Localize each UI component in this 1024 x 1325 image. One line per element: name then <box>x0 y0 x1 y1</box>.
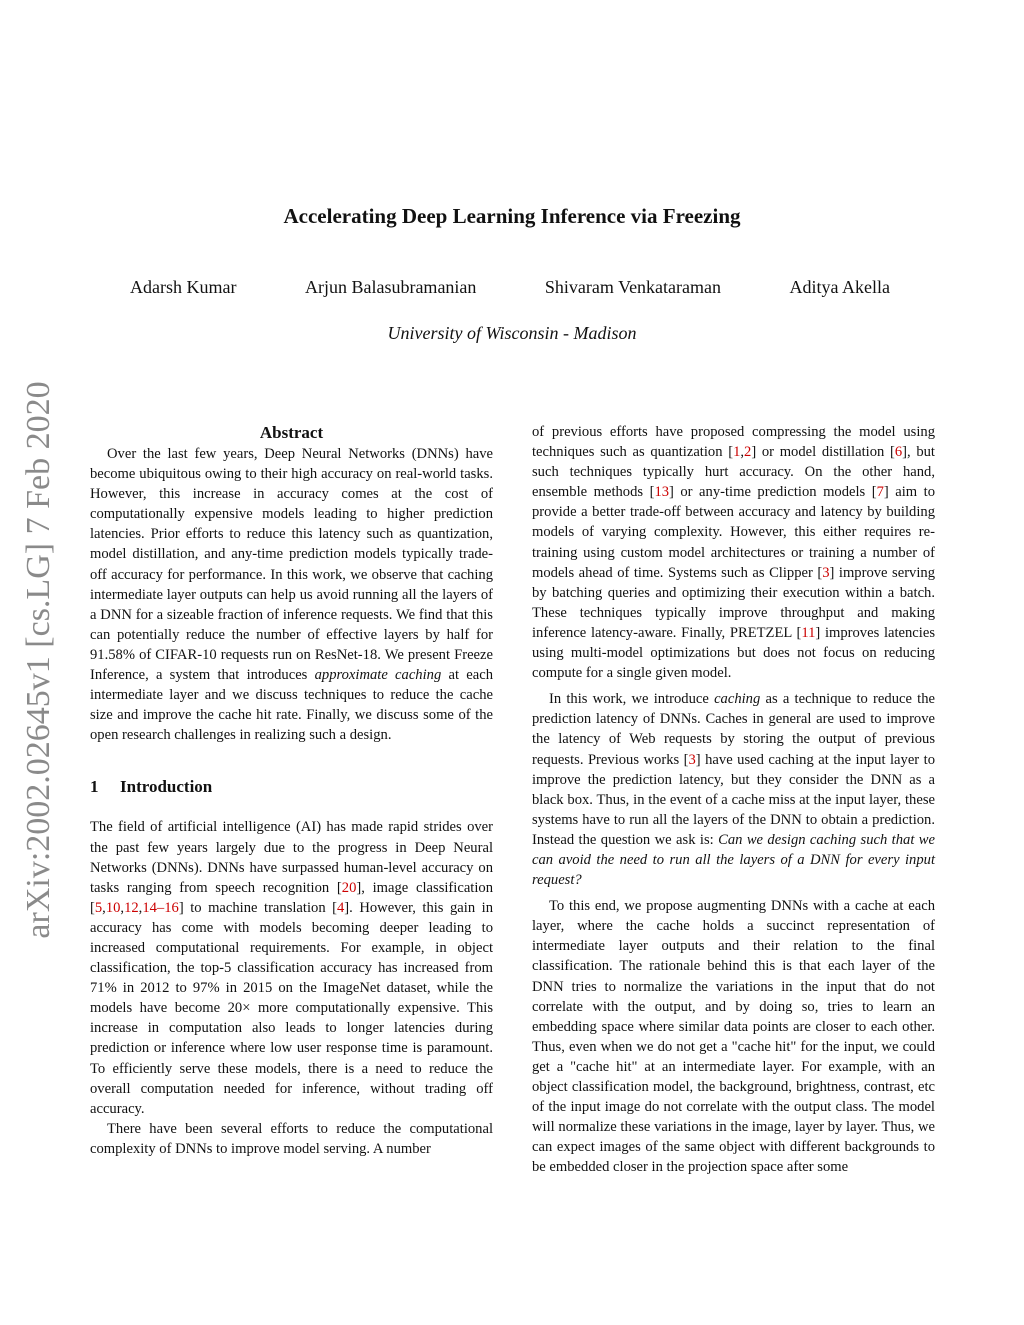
author: Arjun Balasubramanian <box>304 277 477 297</box>
body-paragraph: In this work, we introduce caching as a technique to reduce the prediction latency of DNNs. Caches in general are used to improve the latency of Web requests by storing the output of previous requests. Previous works [3] have used caching at the input layer to improve the prediction latency, but they consider the DNN as a black box. Thus, in the event of a cache miss at the input layer, these systems have to run all the layers of the DNN to obtain a prediction. Instead the question we ask is: Can we design caching such that we can avoid the need to run all the layers of a DNN for every input request? <box>532 691 935 889</box>
abstract-heading: Abstract <box>259 423 324 442</box>
section-heading-introduction <box>90 777 493 797</box>
paper-title: Accelerating Deep Learning Inference via Freezing <box>283 204 741 228</box>
author-list <box>130 277 890 298</box>
citation-link[interactable]: 3 <box>822 564 830 581</box>
citation-link[interactable]: 2 <box>744 444 752 461</box>
arxiv-stamp <box>14 360 64 960</box>
emphasis: caching <box>714 691 761 708</box>
citation-link[interactable]: 12 <box>124 899 139 916</box>
intro-paragraph: There have been several efforts to reduce the computational complexity of DNNs to improve model serving. A number <box>90 1120 493 1157</box>
left-column <box>90 422 493 1159</box>
abstract-paragraph: Over the last few years, Deep Neural Networks (DNNs) have become ubiquitous owing to their high accuracy on real-world tasks. However, this increase in accuracy comes at the cost of computationally expensive models leading to higher prediction latencies. Prior efforts to reduce this latency such as quantization, model distillation, and any-time prediction models typically trade-off accuracy for performance. In this work, we observe that caching intermediate layer outputs can help us avoid running all the layers of a DNN for a sizeable fraction of inference requests. We find that this can potentially reduce the number of effective layers by half for 91.58% of CIFAR-10 requests run on ResNet-18. We present Freeze Inference, a system that introduces approximate caching at each intermediate layer and we discuss techniques to reduce the cache size and improve the cache hit rate. Finally, we discuss some of the open research challenges in realizing such a design. <box>90 446 493 744</box>
citation-link[interactable]: 10 <box>105 899 121 916</box>
citation-link[interactable]: 11 <box>801 624 816 641</box>
body-paragraph: To this end, we propose augmenting DNNs with a cache at each layer, where the cache holds a succinct representation of intermediate layer outputs and their relation to the final classification. The rationale behind this is that each layer of the DNN tries to normalize the variations in the input that do not correlate with the output, and by doing so, tries to learn an embedding space where similar data points are closer to each other. Thus, even when we do not get a "cache hit" for the input, we could get a "cache hit" at an intermediate layer. For example, with an object classification model, the background, brightness, contrast, etc of the input image do not correlate with the output class. The model will normalize these variations in the image, layer by layer. Thus, we can expect images of the same object with different backgrounds to be embedded closer in the projection space after some <box>532 898 935 1176</box>
abstract-emphasis: approximate caching <box>314 667 442 684</box>
section-number: 1 <box>90 777 99 797</box>
citation-link[interactable]: 4 <box>337 899 345 916</box>
arxiv-stamp-text: arXiv:2002.02645v1 [cs.LG] 7 Feb 2020 <box>20 381 57 939</box>
section-title: Introduction <box>120 777 213 797</box>
citation-link[interactable]: 6 <box>894 444 903 461</box>
author: Adarsh Kumar <box>130 277 237 297</box>
citation-link[interactable]: 7 <box>876 484 884 501</box>
body-paragraph: of previous efforts have proposed compressing the model using techniques such as quantization [1,2] or model distillation [6], but such techniques typically hurt accuracy. On the other hand, ensemble methods [13] or any-time prediction models [7] aim to provide a better trade-off between accuracy and latency by building models of varying complexity. However, this either requires re-training using custom model architectures or training a number of models ahead of time. Systems such as Clipper [3] improve serving by batching queries and optimizing their execution within a batch. These techniques typically improve throughput and making inference latency-aware. Finally, PRETZEL [11] improves latencies using multi-model optimizations but does not focus on reducing compute for a single given model. <box>532 424 935 682</box>
citation-link[interactable]: 1 <box>733 444 741 461</box>
citation-link[interactable]: 14–16 <box>142 899 179 916</box>
author: Shivaram Venkataraman <box>544 277 722 297</box>
citation-link[interactable]: 3 <box>688 751 696 768</box>
right-column <box>532 422 935 1177</box>
research-question: Can we design caching such that we can avoid the need to run all the layers of a DNN for every input request? <box>532 831 935 889</box>
affiliation: University of Wisconsin - Madison <box>387 323 637 343</box>
citation-link[interactable]: 5 <box>94 899 103 916</box>
intro-paragraph: The field of artificial intelligence (AI) has made rapid strides over the past few years largely due to the progress in Deep Neural Networks (DNNs). DNNs have surpassed human-level accuracy on tasks ranging from speech recognition [20], image classification [5,10,12,14–16] to machine translation [4]. However, this gain in accuracy has come with models becoming deeper leading to increased computational requirements. For example, in object classification, the top-5 classification accuracy has increased from 71% in 2012 to 97% in 2015 on the ImageNet dataset, while the models have become 20× more computationally expensive. This increase in computation also leads to longer latencies during prediction or inference where low user response time is paramount. To efficiently serve these models, there is a need to reduce the overall computation needed for inference, without trading off accuracy. <box>90 819 494 1117</box>
author: Aditya Akella <box>789 277 890 297</box>
citation-link[interactable]: 20 <box>341 879 357 896</box>
citation-link[interactable]: 13 <box>654 484 670 501</box>
